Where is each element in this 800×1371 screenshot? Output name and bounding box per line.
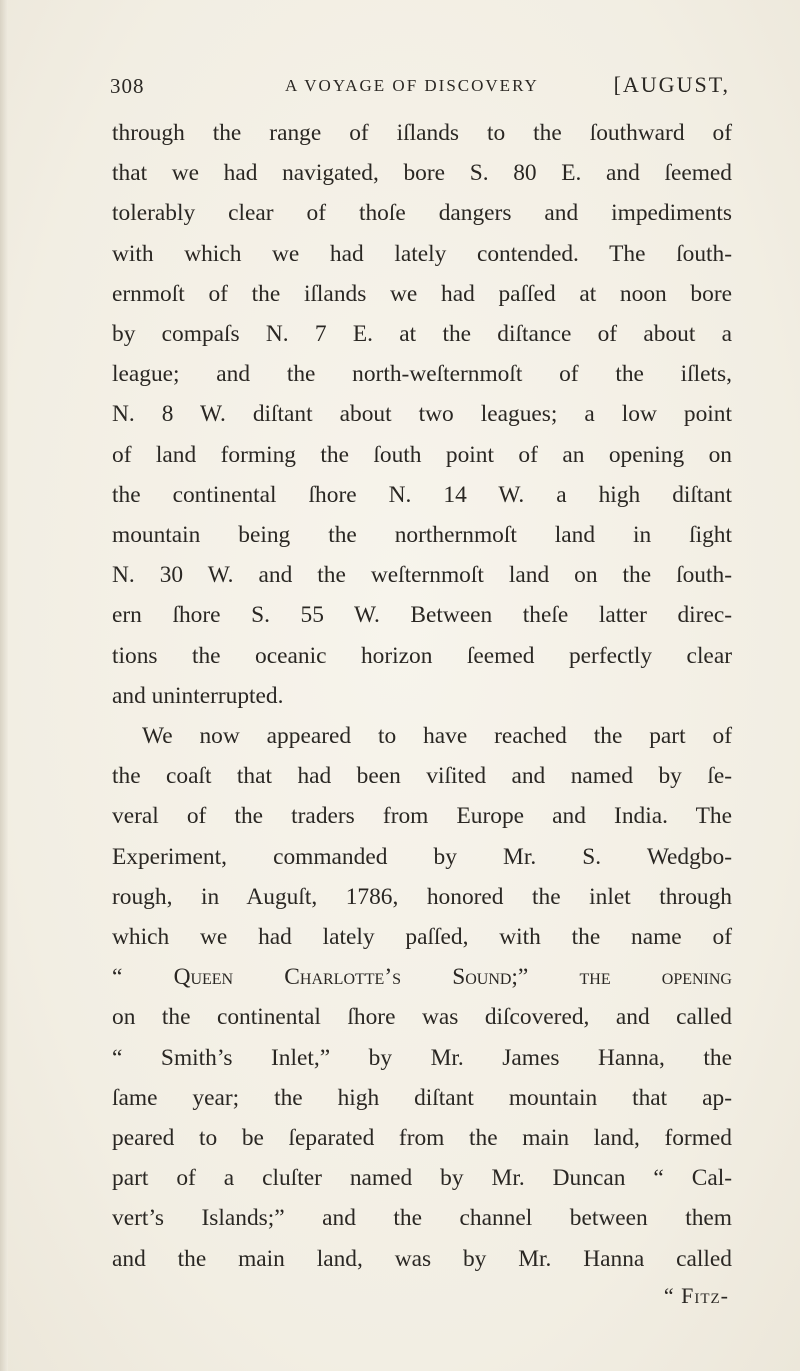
text-line-7: league; and the north-weſternmoſt of the iſlets, (112, 361, 732, 388)
catchword: “ Fitz- (663, 1283, 729, 1308)
text-line-4: with which we had lately contended. The ſouth- (112, 240, 732, 267)
text-line-21: which we had lately paſſed, with the name of (112, 924, 732, 951)
page-number: 308 (110, 74, 145, 98)
binding-edge (0, 0, 8, 1371)
body-text (112, 113, 732, 1279)
text-line-26: peared to be ſeparated from the main land, formed (112, 1125, 732, 1152)
text-line-28: vert’s Islands;” and the channel between them (112, 1205, 732, 1232)
text-line-18: veral of the traders from Europe and India. The (112, 803, 732, 830)
text-line-10: the continental ſhore N. 14 W. a high diſtant (112, 481, 732, 508)
text-line-9: of land forming the ſouth point of an opening on (112, 441, 732, 468)
text-line-8: N. 8 W. diſtant about two leagues; a low point (112, 401, 732, 428)
running-title: A VOYAGE OF DISCOVERY (285, 76, 539, 95)
text-line-1: through the range of iſlands to the ſouthward of (112, 120, 732, 146)
text-line-11: mountain being the northernmoſt land in ſight (112, 522, 732, 549)
text-line-13: ern ſhore S. 55 W. Between theſe latter direc- (112, 602, 732, 629)
text-line-23: on the continental ſhore was diſcovered, and called (112, 1004, 732, 1031)
text-line-27: part of a cluſter named by Mr. Duncan “ Cal- (112, 1165, 732, 1192)
text-line-25: ſame year; the high diſtant mountain that ap- (112, 1084, 732, 1111)
text-line-12: N. 30 W. and the weſternmoſt land on the ſouth- (112, 562, 732, 589)
text-line-5: ernmoſt of the iſlands we had paſſed at noon bore (112, 280, 732, 307)
text-line-29: and the main land, was by Mr. Hanna called (112, 1245, 732, 1272)
text-line-3: tolerably clear of thoſe dangers and impediments (112, 200, 732, 227)
text-line-20: rough, in Auguſt, 1786, honored the inlet through (112, 883, 732, 910)
running-header (110, 70, 730, 104)
text-line-15: and uninterrupted. (112, 682, 284, 709)
text-line-19: Experiment, commanded by Mr. S. Wedgbo- (112, 843, 732, 870)
text-line-2: that we had navigated, bore S. 80 E. and ſeemed (112, 160, 732, 187)
text-line-6: by compaſs N. 7 E. at the diſtance of about a (112, 321, 732, 348)
text-line-16: We now appeared to have reached the part of (142, 723, 732, 750)
text-line-22: “ Queen Charlotte’s Sound;” the opening (112, 964, 732, 991)
running-month: [AUGUST, (613, 72, 730, 97)
text-line-24: “ Smith’s Inlet,” by Mr. James Hanna, the (112, 1044, 732, 1071)
text-line-17: the coaſt that had been viſited and named by ſe- (112, 763, 732, 790)
text-line-14: tions the oceanic horizon ſeemed perfectly clear (112, 642, 732, 669)
